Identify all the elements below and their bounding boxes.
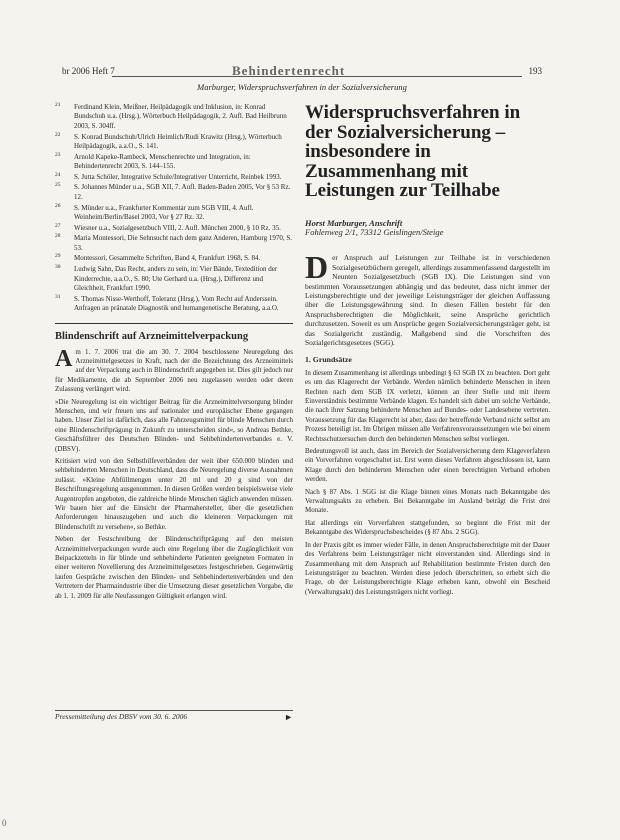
footnote-text: Ludwig Sahn, Das Recht, anders zu sein, in: Vier Bände, Textedition der Kinderrechte, a.a.O., S. 80; Ute Gerhard u.a. (Hrsg.), Differenz und Gleichheit, Frankfurt 1990. — [74, 265, 278, 292]
running-subheader: Marburger, Widerspruchsverfahren in der Sozialversicherung — [197, 82, 407, 92]
footnote-number: 24 — [55, 171, 61, 178]
footnote-text: Wiesner u.a., Sozialgesetzbuch VIII, 2. Aufl. München 2000, § 10 Rz. 35. — [74, 223, 281, 232]
footnote-text: Montessori, Gesammelte Schriften, Band 4, Frankfurt 1968, S. 84. — [74, 254, 261, 263]
footnote-text: Arnold Kapeke-Rambeck, Menschenrechte und Integration, in: Behindertenrecht 2003, S. 144–155. — [74, 152, 251, 171]
footnote — [55, 265, 293, 293]
continue-arrow-icon: ► — [284, 712, 293, 722]
lead-paragraph — [305, 249, 550, 347]
drop-cap: D — [305, 249, 329, 286]
source-text: Pressemitteilung des DBSV vom 30. 6. 2006 — [55, 712, 188, 721]
footnote-number: 28 — [55, 233, 61, 240]
footnote-number: 23 — [55, 151, 61, 158]
footnote — [55, 295, 293, 314]
author-name: Horst Marburger, Anschrift — [305, 217, 403, 228]
footnote-number: 27 — [55, 222, 61, 229]
article-paragraph: In diesem Zusammenhang ist allerdings unbedingt § 63 SGB IX zu beachten. Dort geht es um das Klagerecht der Verbände. Werden nämlich behinderte Menschen in ihren Rechten nach dem SGB IX verletzt, können an ihrer Stelle und mit ihrem Einverständnis bestimmte Verbände klagen. Es handelt sich dabei um solche Verbände, die nach ihrer Satzung behinderte Menschen auf Bundes- oder Landesebene vertreten. Voraussetzung für das Klagerecht ist aber, dass der betreffende Verband nicht selbst am Prozess beteiligt ist. Im Übrigen müssen alle Verfahrensvoraussetzungen wie bei einem Rechtsschutzersuchen durch den behinderten Menschen selbst vorliegen. — [305, 368, 550, 443]
footnote-text: S. Jutta Schöler, Integrative Schule/Integrativer Unterricht, Reinbek 1993. — [74, 172, 282, 181]
article-paragraph: Kritisiert wird von den Selbsthilfeverbänden der weit über 650.000 blinden und sehbehinderten Menschen in Deutschland, dass die Neuregelung diverse Ausnahmen zulässt. »Kleine Abfüllmengen unter 20 ml und 20 g sind von der Beschriftungsregelung ausgenommen. In diesen Größen werden beispielsweise viele Augentropfen angeboten, die zahlreiche blinde Menschen täglich anwenden müssen. Wir bauen hier auf die Einsicht der Pharmahersteller, über die gesetzlichen Anforderungen hinauszugehen und auch die kleineren Verpackungen mit Blindenschrift zu versehen«, so Bethke. — [55, 456, 293, 531]
section-heading: 1. Grundsätze — [305, 355, 352, 365]
footnote-number: 26 — [55, 202, 61, 209]
footnote-text: Maria Montessori, Die Sehnsucht nach dem ganz Anderen, Hamburg 1970, S. 53. — [74, 234, 292, 252]
footnote-text: S. Johannes Münder u.a., SGB XII, 7. Aufl. Baden-Baden 2005, Vor § 53 Rz. 12. — [74, 183, 291, 201]
footnote-text: S. Münder u.a., Frankfurter Kommentar zum SGB VIII, 4. Aufl. Weinheim/Berlin/Basel 2003, Vor § 27 Rz. 32. — [74, 203, 254, 221]
author-address: Fohlenweg 2/1, 73312 Geislingen/Steige — [305, 226, 444, 237]
drop-cap: A — [55, 345, 73, 372]
footnote-number: 25 — [55, 182, 61, 189]
footnote-text: S. Thomas Nisse-Werthoff, Toleranz (Hrsg.), Vom Recht auf Anderssein. Anfragen an pränatale Diagnostik und humangenetische Beratung, a.a.O. — [74, 294, 279, 313]
footnote — [55, 234, 293, 253]
footnote — [55, 224, 293, 233]
footnote — [55, 204, 293, 223]
margin-mark: 0 — [2, 818, 7, 828]
footnote — [55, 133, 293, 152]
page-number: 193 — [528, 66, 542, 76]
footnote — [55, 173, 293, 182]
right-column — [305, 103, 550, 600]
article-title: Widerspruchsverfahren in der Sozialversicherung – insbesondere in Zusammenhang mit Leistungen zur Teilhabe — [305, 102, 521, 201]
article-paragraph: »Die Neuregelung ist ein wichtiger Beitrag für die Arzneimittelversorgung blinder Menschen, und wir freuen uns auf nationaler und europäischer Ebene gegangen haben. Unser Ziel ist dafürlich, dass alle Fahrzeugsmittel für blinde Menschen durch eine Blindenschriftprägung in Zukunft zu unterscheiden sind«, so Andreas Bethke, Geschäftsführer des Deutschen Blinden- und Sehbehindertenverbandes e. V. (DBSV). — [55, 397, 293, 453]
article-paragraph: Neben der Festschreibung der Blindenschriftprägung auf den meisten Arzneimittelverpackungen wurde auch eine Regelung über die Zugänglichkeit von Beipackzetteln in für blinde und sehbehinderte Patienten geeigneten Formaten in einer weiteren Novellierung des Arzneimittelgesetzes festgeschrieben. Gegenwärtig laufen Gespräche zwischen den Blinden- und Sehbehindertenverbänden und den Vertretern der Pharmaindustrie über die Umsetzung dieser gesetzlichen Vorgabe, die ab 1. 1. 2009 für alle Neufassungen Gültigkeit erlangen wird. — [55, 535, 293, 600]
article-paragraph: In der Praxis gibt es immer wieder Fälle, in denen Anspruchsberechtigte mit der Dauer des Verfahrens beim Leistungsträger nicht einverstanden sind. Allerdings sind in Zusammenhang mit dem Anspruch auf Rehabilitation bestimmte Fristen durch den Leistungsträger zu beachten. Werden diese jedoch überschritten, so erhebt sich die Frage, ob der Leistungsberechtigte Klage erheben kann, obwohl ein Bescheid (Verwaltungsakt) des Leistungsträgers nicht vorliegt. — [305, 540, 550, 596]
footnote-number: 22 — [55, 131, 61, 138]
issue-label: br 2006 Heft 7 — [62, 66, 115, 76]
footnote — [55, 254, 293, 263]
article-paragraph: Nach § 87 Abs. 1 SGG ist die Klage binnen eines Monats nach Bekanntgabe des Verwaltungsakts zu erheben. Bei Bekanntgabe im Ausland beträgt die Frist drei Monate. — [305, 487, 550, 515]
footnote-number: 29 — [55, 253, 61, 260]
article-paragraph: Hat allerdings ein Vorverfahren stattgefunden, so beginnt die Frist mit der Bekanntgabe des Widerspruchsbescheides (§ 87 Abs. 2 SGG). — [305, 518, 550, 537]
footnote-text: S. Konrad Bundschuh/Ulrich Heimlich/Rudi Krawitz (Hrsg.), Wörterbuch Heilpädagogik, a.a.O., S. 141. — [74, 132, 282, 150]
press-release-source — [55, 710, 293, 721]
footnote — [55, 183, 293, 202]
article-paragraph: Bedeutungsvoll ist auch, dass im Bereich der Sozialversicherung dem Klageverfahren ein Vorverfahren vorgeschaltet ist. Erst wenn dieses Verfahren abgeschlossen ist, kann Klage durch den behinderten Menschen oder einen berechtigten Verband erhoben werden. — [305, 447, 550, 484]
footnote-number: 31 — [55, 293, 61, 300]
footnote — [55, 153, 293, 172]
article-paragraph — [55, 345, 293, 395]
running-header — [62, 63, 542, 80]
section-rule — [55, 323, 293, 324]
footnote-text: Ferdinand Klein, Meißner, Heilpädagogik und Inklusion, in: Konrad Bundschuh u.a. (Hrsg.), Wörterbuch Heilpädagogik, 2. Aufl. Bad Heilbrunn 2003, S. 304ff. — [74, 103, 287, 130]
paragraph-text: er Anspruch auf Leistungen zur Teilhabe ist in verschiedenen Sozialgesetzbüchern geregelt, allerdings zusammenfassend dargestellt im Neunten Sozialgesetzbuch (SGB IX). Die Leistungen sind von bestimmten Voraussetzungen abhängig und das bedeutet, dass nicht immer der Leistungsberechtigte und der jeweilige Leistungsträger der gleichen Auffassung über die Leistungsgewährung sind. In diesen Fällen besteht für den Anspruchsberechtigten die Möglichkeit, seine Ansprüche gerichtlich durchzusetzen. Soweit es um Ansprüche gegen Sozialversicherungsträger geht, ist das Sozialgericht zuständig. Maßgebend sind die Vorschriften des Sozialgerichtsgesetzes (SGG). — [305, 253, 550, 347]
footnote-number: 21 — [55, 102, 61, 108]
paragraph-text: m 1. 7. 2006 trat die am 30. 7. 2004 beschlossene Neuregelung des Arzneimittelgesetzes in Kraft, nach der die Bezeichnung des Arzneimittels auf der Verpackung auch in Blindenschrift angegeben ist. Dies gilt jedoch nur für Medikamente, die ab September 2006 neu zugelassen werden oder deren Zulassung verlängert wird. — [55, 347, 293, 394]
footnote — [55, 103, 293, 131]
journal-title: Behindertenrecht — [232, 63, 346, 78]
article-heading: Blindenschrift auf Arzneimittelverpackung — [55, 330, 249, 342]
footnote-list — [55, 103, 293, 314]
left-column — [55, 103, 293, 604]
footnote-number: 30 — [55, 264, 61, 271]
